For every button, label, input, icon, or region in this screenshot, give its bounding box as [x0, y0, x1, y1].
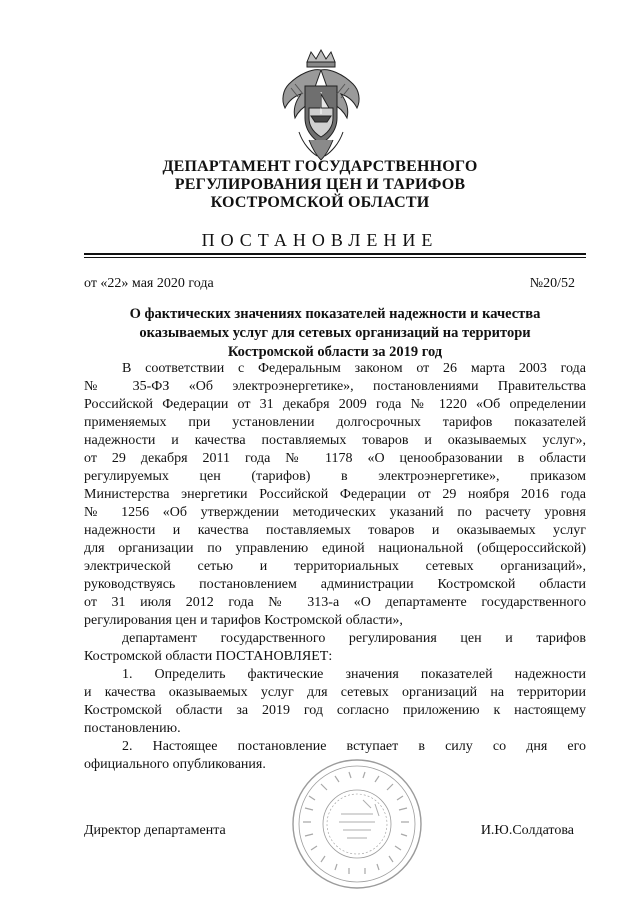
department-name	[60, 158, 580, 212]
department-line: РЕГУЛИРОВАНИЯ ЦЕН И ТАРИФОВ	[174, 176, 466, 193]
document-date: от «22» мая 2020 года	[84, 276, 214, 291]
body-line: № 1256 «Об утверждении методических указаний по расчету уровня	[84, 505, 586, 520]
document-number: №20/52	[529, 276, 575, 291]
body-line: от 31 июля 2012 года № 313-а «О департаменте государственного	[84, 595, 586, 610]
subject-line: Костромской области за 2019 год	[227, 344, 443, 360]
body-line: Костромской области за 2019 год согласно приложению к настоящему	[84, 703, 586, 718]
body-line: № 35-ФЗ «Об электроэнергетике», постановлениями Правительства	[84, 379, 586, 394]
document-type-title: ПОСТАНОВЛЕНИЕ	[201, 230, 439, 250]
body-line: регулирования цен и тарифов Костромской области»,	[84, 613, 403, 628]
subject-line: О фактических значениях показателей надежности и качества	[129, 306, 541, 322]
body-line: электрической сетью и территориальных сетевых организаций»,	[84, 559, 586, 574]
header-rule-thick	[84, 253, 586, 255]
body-line: постановлению.	[84, 721, 181, 736]
official-seal-icon	[289, 756, 425, 892]
body-line: Министерства энергетики Российской Федерации от 29 ноября 2016 года	[84, 487, 586, 502]
signatory-position: Директор департамента	[84, 823, 226, 838]
body-line: департамент государственного регулирования цен и тарифов	[122, 631, 586, 646]
document-subject	[84, 305, 586, 362]
department-line: КОСТРОМСКОЙ ОБЛАСТИ	[210, 194, 430, 211]
body-line: Российской Федерации от 31 декабря 2009 года № 1220 «Об определении	[84, 397, 586, 412]
body-line: В соответствии с Федеральным законом от 26 марта 2003 года	[122, 361, 586, 376]
department-line: ДЕПАРТАМЕНТ ГОСУДАРСТВЕННОГО	[162, 158, 478, 175]
header-rule-thin	[84, 257, 586, 258]
body-line: и качества оказываемых услуг для сетевых организаций на территории	[84, 685, 586, 700]
body-line: регулируемых цен (тарифов) в электроэнергетике», приказом	[84, 469, 586, 484]
body-line: применяемых при установлении долгосрочных тарифов показателей	[84, 415, 586, 430]
body-line: для организации по управлению единой национальной (общероссийской)	[84, 541, 586, 556]
subject-line: оказываемых услуг для сетевых организаций на территори	[139, 325, 531, 341]
signatory-name: И.Ю.Солдатова	[480, 823, 574, 838]
body-line: от 29 декабря 2011 года № 1178 «О ценообразовании в области	[84, 451, 586, 466]
body-line: надежности и качества поставляемых товаров и оказываемых услуг	[84, 523, 586, 538]
document-body	[84, 360, 586, 774]
paragraph-resolves	[84, 630, 586, 666]
paragraph-item-1	[84, 666, 586, 738]
body-line: 2. Настоящее постановление вступает в силу со дня его	[122, 739, 586, 754]
coat-of-arms-icon	[269, 48, 373, 166]
body-line: 1. Определить фактические значения показателей надежности	[122, 667, 586, 682]
body-line: надежности и качества поставляемых товаров и оказываемых услуг»,	[84, 433, 586, 448]
paragraph-preamble	[84, 360, 586, 630]
body-line: официального опубликования.	[84, 757, 266, 772]
body-line: Костромской области ПОСТАНОВЛЯЕТ:	[84, 649, 333, 664]
body-line: руководствуясь постановлением администрации Костромской области	[84, 577, 586, 592]
